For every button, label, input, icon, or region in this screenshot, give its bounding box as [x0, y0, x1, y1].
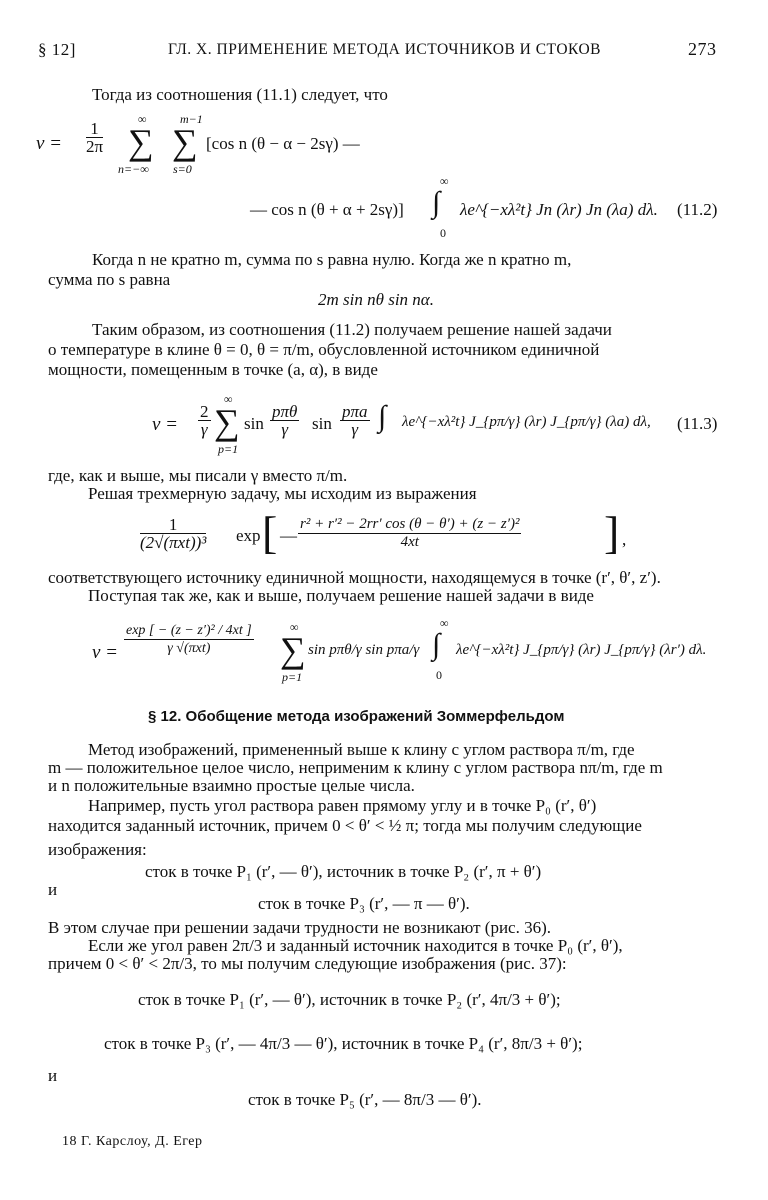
eqfinal-num: exp [ − (z − z′)² / 4xt ] — [126, 623, 252, 638]
eq3d-tail: , — [622, 530, 627, 549]
paragraph-angle-line1: Если же угол равен 2π/3 и заданный источник находится в точке P₀ (r′, θ′), — [88, 936, 623, 955]
integral-sign-2: ∫ — [378, 400, 387, 433]
bracket-right-1: ] — [604, 507, 620, 558]
eq113-f1 — [270, 403, 299, 438]
eq112-label: (11.2) — [677, 200, 718, 219]
eq3d-coef-num: 1 — [140, 516, 206, 534]
eq112-sum1-top: ∞ — [138, 112, 147, 126]
eq113-f2-den: γ — [351, 420, 359, 439]
eq3d-den: 4xt — [400, 534, 419, 550]
paragraph-no-difficulty: В этом случае при решении задачи трудности не возникают (рис. 36). — [48, 918, 552, 937]
eq113-integrand: λe^{−xλ²t} J_{pπ/γ} (λr) J_{pπ/γ} (λa) dλ, — [402, 414, 651, 430]
eq3d-num: r² + r′² − 2rr′ cos (θ − θ′) + (z − z′)² — [300, 516, 520, 532]
section-heading: § 12. Обобщение метода изображений Зоммерфельдом — [148, 708, 565, 725]
eq112-integrand: λe^{−xλ²t} Jn (λr) Jn (λa) dλ. — [460, 200, 658, 219]
images-line-5: сток в точке P₅ (r′, — 8π/3 — θ′). — [248, 1090, 482, 1109]
page-number: 273 — [688, 39, 717, 59]
conjunction-and-1: и — [48, 880, 58, 899]
eq112-int-bot: 0 — [440, 226, 446, 240]
eq3d-minus: — — [280, 526, 297, 545]
paragraph-multiple-line1: Когда n не кратно m, сумма по s равна нулю. Когда же n кратно m, — [92, 250, 572, 269]
sum-sigma-1: ∑ — [128, 122, 154, 162]
eq3d-coef-den: (2√(πxt))³ — [140, 533, 207, 552]
paragraph-multiple-line2: сумма по s равна — [48, 270, 171, 289]
eq112-sum2-top: m−1 — [180, 112, 203, 126]
images-line-2: сток в точке P₃ (r′, — π — θ′). — [258, 894, 470, 913]
eq112-sum1-bot: n=−∞ — [118, 162, 149, 176]
eqfinal-body: sin pπθ/γ sin pπa/γ — [308, 642, 420, 658]
eq112-frac-num: 1 — [86, 120, 103, 138]
paragraph-example-line3: изображения: — [48, 840, 147, 859]
eqfinal-frac — [124, 622, 254, 657]
eq112-frac — [86, 120, 103, 155]
sum-sigma-3: ∑ — [214, 402, 240, 442]
paragraph-gamma-note: где, как и выше, мы писали γ вместо π/m. — [48, 466, 348, 485]
eq113-sin1: sin — [244, 414, 264, 433]
eq113-f2 — [340, 403, 370, 438]
paragraph-solution-form: Поступая так же, как и выше, получаем решение нашей задачи в виде — [88, 586, 594, 605]
eq112-term1: [cos n (θ − α − 2sγ) — — [206, 134, 360, 153]
paragraph-example-line1: Например, пусть угол раствора равен прямому углу и в точке P₀ (r′, θ′) — [88, 796, 597, 815]
eq112-lhs: v = — [36, 133, 63, 154]
eqfinal-lhs: v = — [92, 642, 119, 663]
eq113-sin2: sin — [312, 414, 332, 433]
conjunction-and-2: и — [48, 1066, 58, 1085]
eqfinal-int-top: ∞ — [440, 616, 449, 630]
sum-sigma-2: ∑ — [172, 122, 198, 162]
eqfinal-sum-bot: p=1 — [282, 670, 303, 684]
running-title: ГЛ. X. ПРИМЕНЕНИЕ МЕТОДА ИСТОЧНИКОВ И СТОКОВ — [168, 41, 601, 58]
paragraph-intro: Тогда из соотношения (11.1) следует, что — [92, 85, 388, 104]
paragraph-unit-source: соответствующего источнику единичной мощности, находящемуся в точке (r′, θ′, z′). — [48, 568, 661, 587]
sum-sigma-4: ∑ — [280, 630, 306, 670]
bracket-left-1: [ — [262, 507, 278, 558]
paragraph-solution-line3: мощности, помещенным в точке (a, α), в виде — [48, 360, 378, 379]
images-line-4: сток в точке P₃ (r′, — 4π/3 — θ′), источник в точке P₄ (r′, 8π/3 + θ′); — [104, 1034, 583, 1053]
paragraph-method-line2: m — положительное целое число, неприменим к клину с углом раствора nπ/m, где m — [48, 758, 663, 777]
eqfinal-integrand: λe^{−xλ²t} J_{pπ/γ} (λr) J_{pπ/γ} (λr′) dλ. — [456, 642, 707, 658]
eq3d-frac — [298, 516, 521, 551]
eq113-lhs: v = — [152, 414, 179, 435]
eq113-frac-den: γ — [200, 420, 208, 439]
eq113-sum-top: ∞ — [224, 392, 233, 406]
paragraph-method-line3: и n положительные взаимно простые целые числа. — [48, 776, 415, 795]
integral-sign-1: ∫ — [432, 186, 441, 219]
eq113-frac-num: 2 — [200, 402, 209, 421]
images-line-3: сток в точке P₁ (r′, — θ′), источник в точке P₂ (r′, 4π/3 + θ′); — [138, 990, 561, 1009]
eq113-f2-num: pπa — [342, 402, 368, 421]
eq113-frac — [198, 403, 211, 438]
eq112-sum2-bot: s=0 — [173, 162, 192, 176]
eq112-term2: — cos n (θ + α + 2sγ)] — [250, 200, 404, 219]
paragraph-solution-line2: о температуре в клине θ = 0, θ = π/m, обусловленной источником единичной — [48, 340, 600, 359]
eq113-sum-bot: p=1 — [218, 442, 239, 456]
eq113-f1-num: pπθ — [272, 402, 298, 421]
eq113-label: (11.3) — [677, 414, 718, 433]
eqfinal-den: γ √(πxt) — [167, 641, 211, 656]
eq112-frac-den: 2π — [86, 137, 104, 156]
eqfinal-int-bot: 0 — [436, 668, 442, 682]
eq112-int-top: ∞ — [440, 174, 449, 188]
paragraph-angle-line2: причем 0 < θ′ < 2π/3, то мы получим следующие изображения (рис. 37): — [48, 954, 567, 973]
paragraph-example-line2: находится заданный источник, причем 0 < θ′ < ½ π; тогда мы получим следующие — [48, 816, 642, 835]
eq3d-exp: exp — [236, 526, 261, 545]
paragraph-method-line1: Метод изображений, примененный выше к клину с углом раствора π/m, где — [88, 740, 635, 759]
integral-sign-3: ∫ — [432, 628, 441, 661]
eq3d-coef — [140, 516, 206, 551]
eq113-f1-den: γ — [281, 420, 289, 439]
header-section: § 12] — [38, 40, 76, 59]
paragraph-solution-line1: Таким образом, из соотношения (11.2) получаем решение нашей задачи — [92, 320, 612, 339]
paragraph-3d-intro: Решая трехмерную задачу, мы исходим из выражения — [88, 484, 477, 503]
sum-result-formula: 2m sin nθ sin nα. — [318, 290, 434, 309]
images-line-1: сток в точке P₁ (r′, — θ′), источник в точке P₂ (r′, π + θ′) — [145, 862, 542, 881]
page-footer: 18 Г. Карслоу, Д. Егер — [62, 1134, 203, 1149]
eqfinal-sum-top: ∞ — [290, 620, 299, 634]
